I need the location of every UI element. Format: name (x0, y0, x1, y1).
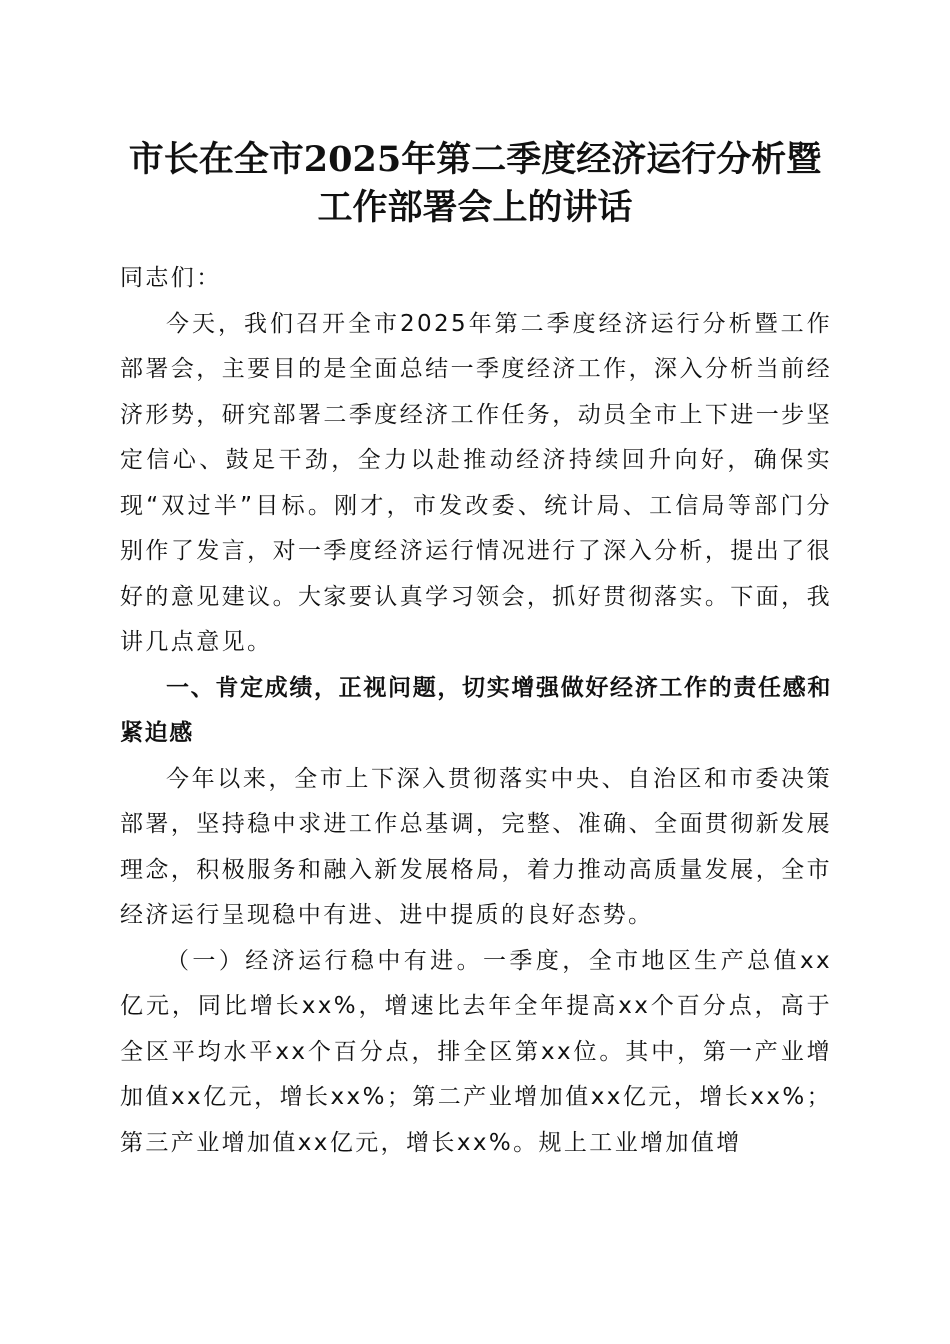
paragraph-2: 今年以来，全市上下深入贯彻落实中央、自治区和市委决策部署，坚持稳中求进工作总基调，完整、准确、全面贯彻新发展理念，积极服务和融入新发展格局，着力推动高质量发展，全市经济运行呈现稳中有进、进中提质的良好态势。 (120, 765, 832, 928)
paragraph-intro: 今天，我们召开全市2025年第二季度经济运行分析暨工作部署会，主要目的是全面总结一季度经济工作，深入分析当前经济形势，研究部署二季度经济工作任务，动员全市上下进一步坚定信心、鼓足干劲，全力以赴推动经济持续回升向好，确保实现“双过半”目标。刚才，市发改委、统计局、工信局等部门分别作了发言，对一季度经济运行情况进行了深入分析，提出了很好的意见建议。大家要认真学习领会，抓好贯彻落实。下面，我讲几点意见。 (120, 310, 832, 655)
title-line-2: 工作部署会上的讲话 (317, 187, 633, 228)
title-line-1: 市长在全市2025年第二季度经济运行分析暨 (128, 139, 822, 180)
section-heading-1: 一、肯定成绩，正视问题，切实增强做好经济工作的责任感和紧迫感 (120, 674, 832, 746)
paragraph-3: （一）经济运行稳中有进。一季度，全市地区生产总值xx亿元，同比增长xx%，增速比去年全年提高xx个百分点，高于全区平均水平xx个百分点，排全区第xx位。其中，第一产业增加值xx亿元，增长xx%；第二产业增加值xx亿元，增长xx%；第三产业增加值xx亿元，增长xx%。规上工业增加值增 (120, 947, 832, 1156)
document-title (0, 136, 950, 232)
salutation: 同志们： (120, 265, 222, 291)
document-body (120, 256, 832, 1166)
